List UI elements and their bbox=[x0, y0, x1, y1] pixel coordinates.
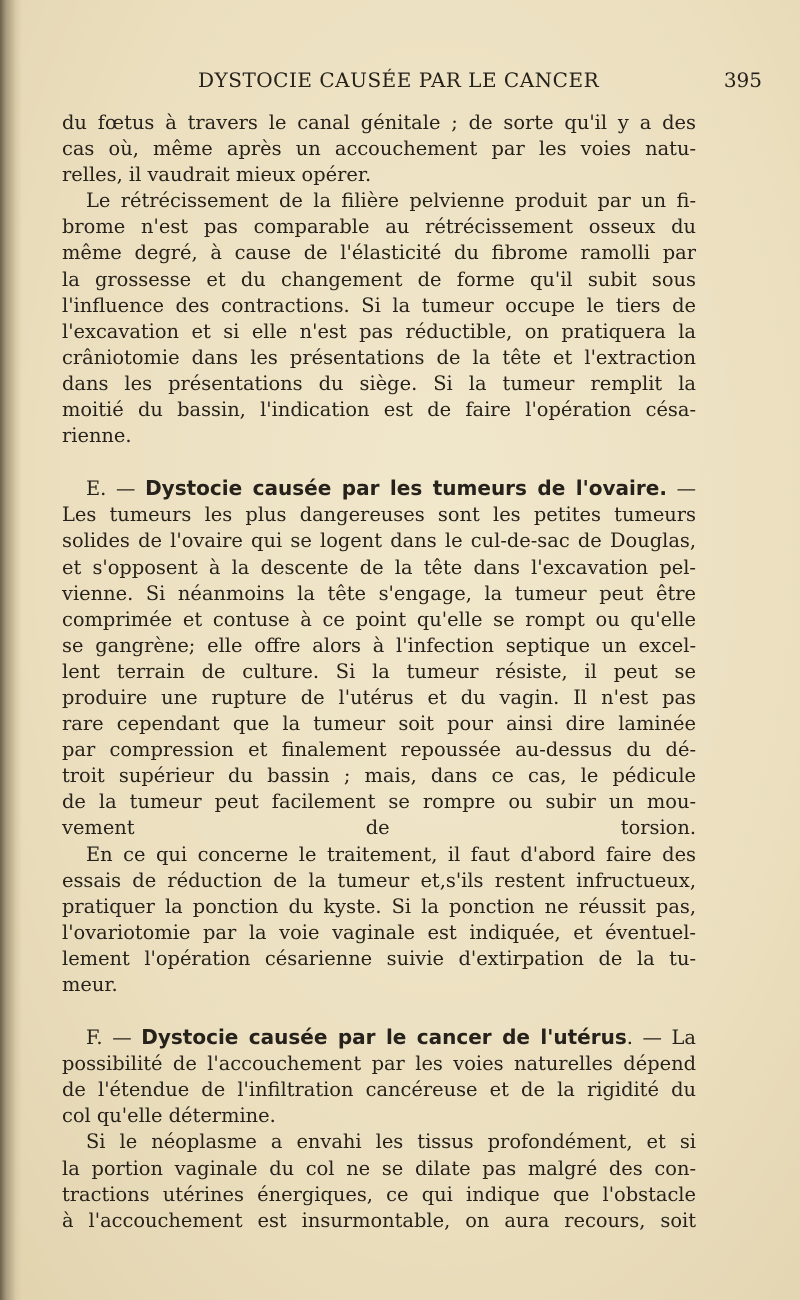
text-line: brome n'est pas comparable au rétrécissement osseux du bbox=[62, 215, 696, 239]
text-line: relles, il vaudrait mieux opérer. bbox=[62, 163, 372, 187]
text-line: l'influence des contractions. Si la tumeur occupe le tiers de bbox=[62, 293, 696, 317]
text-line: troit supérieur du bassin ; mais, dans ce cas, le pédicule bbox=[62, 764, 696, 788]
section-heading-e bbox=[62, 475, 696, 502]
text-line: En ce qui concerne le traitement, il faut d'abord faire des bbox=[86, 842, 696, 866]
page-number: 395 bbox=[723, 68, 762, 92]
section-title: Dystocie causée par les tumeurs de l'ovaire. bbox=[145, 476, 667, 501]
paragraph-4 bbox=[62, 842, 696, 999]
section-title: Dystocie causée par le cancer de l'utérus bbox=[141, 1025, 627, 1050]
paragraph-6 bbox=[62, 1129, 696, 1233]
paragraph-5 bbox=[62, 1024, 696, 1129]
page-header bbox=[62, 68, 762, 98]
text-line: solides de l'ovaire qui se logent dans le cul-de-sac de Douglas, bbox=[62, 529, 696, 553]
text-line: lent terrain de culture. Si la tumeur résiste, il peut se bbox=[62, 659, 696, 683]
running-head: DYSTOCIE CAUSÉE PAR LE CANCER bbox=[198, 68, 600, 92]
text-line: et s'opposent à la descente de la tête dans l'excavation pel- bbox=[62, 555, 696, 579]
text-line: de la tumeur peut facilement se rompre ou subir un mou- bbox=[62, 790, 696, 814]
spacer bbox=[62, 998, 696, 1024]
spacer bbox=[62, 449, 696, 475]
text-line: pratiquer la ponction du kyste. Si la ponction ne réussit pas, bbox=[62, 894, 696, 918]
text-line: crâniotomie dans les présentations de la tête et l'extraction bbox=[62, 345, 696, 369]
text-line: lement l'opération césarienne suivie d'extirpation de la tu- bbox=[62, 946, 696, 970]
paragraph-1 bbox=[62, 110, 696, 188]
text-line: rienne. bbox=[62, 424, 132, 448]
section-suffix: . — La bbox=[626, 1026, 696, 1050]
text-line: même degré, à cause de l'élasticité du fibrome ramolli par bbox=[62, 241, 696, 265]
paragraph-2 bbox=[62, 188, 696, 449]
text-line: vienne. Si néanmoins la tête s'engage, la tumeur peut être bbox=[62, 581, 696, 605]
text-line: l'excavation et si elle n'est pas réductible, on pratiquera la bbox=[62, 319, 696, 343]
section-prefix: E. — bbox=[86, 477, 146, 501]
text-line: de l'étendue de l'infiltration cancéreuse et de la rigidité du bbox=[62, 1078, 696, 1102]
text-line: la grossesse et du changement de forme qu'il subit sous bbox=[62, 267, 696, 291]
text-line: la portion vaginale du col ne se dilate pas malgré des con- bbox=[62, 1156, 696, 1180]
text-line: tractions utérines énergiques, ce qui indique que l'obstacle bbox=[62, 1182, 696, 1206]
text-line: vement de torsion. bbox=[62, 816, 696, 840]
section-suffix: — bbox=[666, 477, 696, 501]
text-line: Si le néoplasme a envahi les tissus profondément, et si bbox=[86, 1130, 696, 1154]
text-line: meur. bbox=[62, 973, 118, 996]
text-line: se gangrène; elle offre alors à l'infection septique un excel- bbox=[62, 633, 696, 657]
text-line: produire une rupture de l'utérus et du vagin. Il n'est pas bbox=[62, 685, 696, 709]
text-line: rare cependant que la tumeur soit pour ainsi dire laminée bbox=[62, 712, 696, 736]
page-body bbox=[62, 110, 696, 1234]
text-line: dans les présentations du siège. Si la tumeur remplit la bbox=[62, 371, 696, 395]
text-line: l'ovariotomie par la voie vaginale est indiquée, et éventuel- bbox=[62, 920, 696, 944]
text-line: possibilité de l'accouchement par les voies naturelles dépend bbox=[62, 1052, 696, 1076]
text-line: moitié du bassin, l'indication est de faire l'opération césa- bbox=[62, 398, 696, 422]
text-line: à l'accouchement est insurmontable, on aura recours, soit bbox=[62, 1208, 696, 1232]
paragraph-3 bbox=[62, 475, 696, 841]
text-line: Les tumeurs les plus dangereuses sont les petites tumeurs bbox=[62, 503, 696, 527]
text-line: Le rétrécissement de la filière pelvienne produit par un fi- bbox=[86, 189, 696, 213]
text-line: cas où, même après un accouchement par les voies natu- bbox=[62, 137, 696, 161]
text-line: du fœtus à travers le canal génitale ; de sorte qu'il y a des bbox=[62, 111, 696, 134]
text-line: par compression et finalement repoussée au-dessus du dé- bbox=[62, 738, 696, 762]
text-line: essais de réduction de la tumeur et,s'ils restent infructueux, bbox=[62, 868, 696, 892]
text-line: comprimée et contuse à ce point qu'elle se rompt ou qu'elle bbox=[62, 607, 696, 631]
section-prefix: F. — bbox=[86, 1026, 142, 1050]
book-spine-shadow bbox=[0, 0, 22, 1300]
text-line: col qu'elle détermine. bbox=[62, 1104, 276, 1128]
section-heading-f bbox=[62, 1024, 696, 1051]
